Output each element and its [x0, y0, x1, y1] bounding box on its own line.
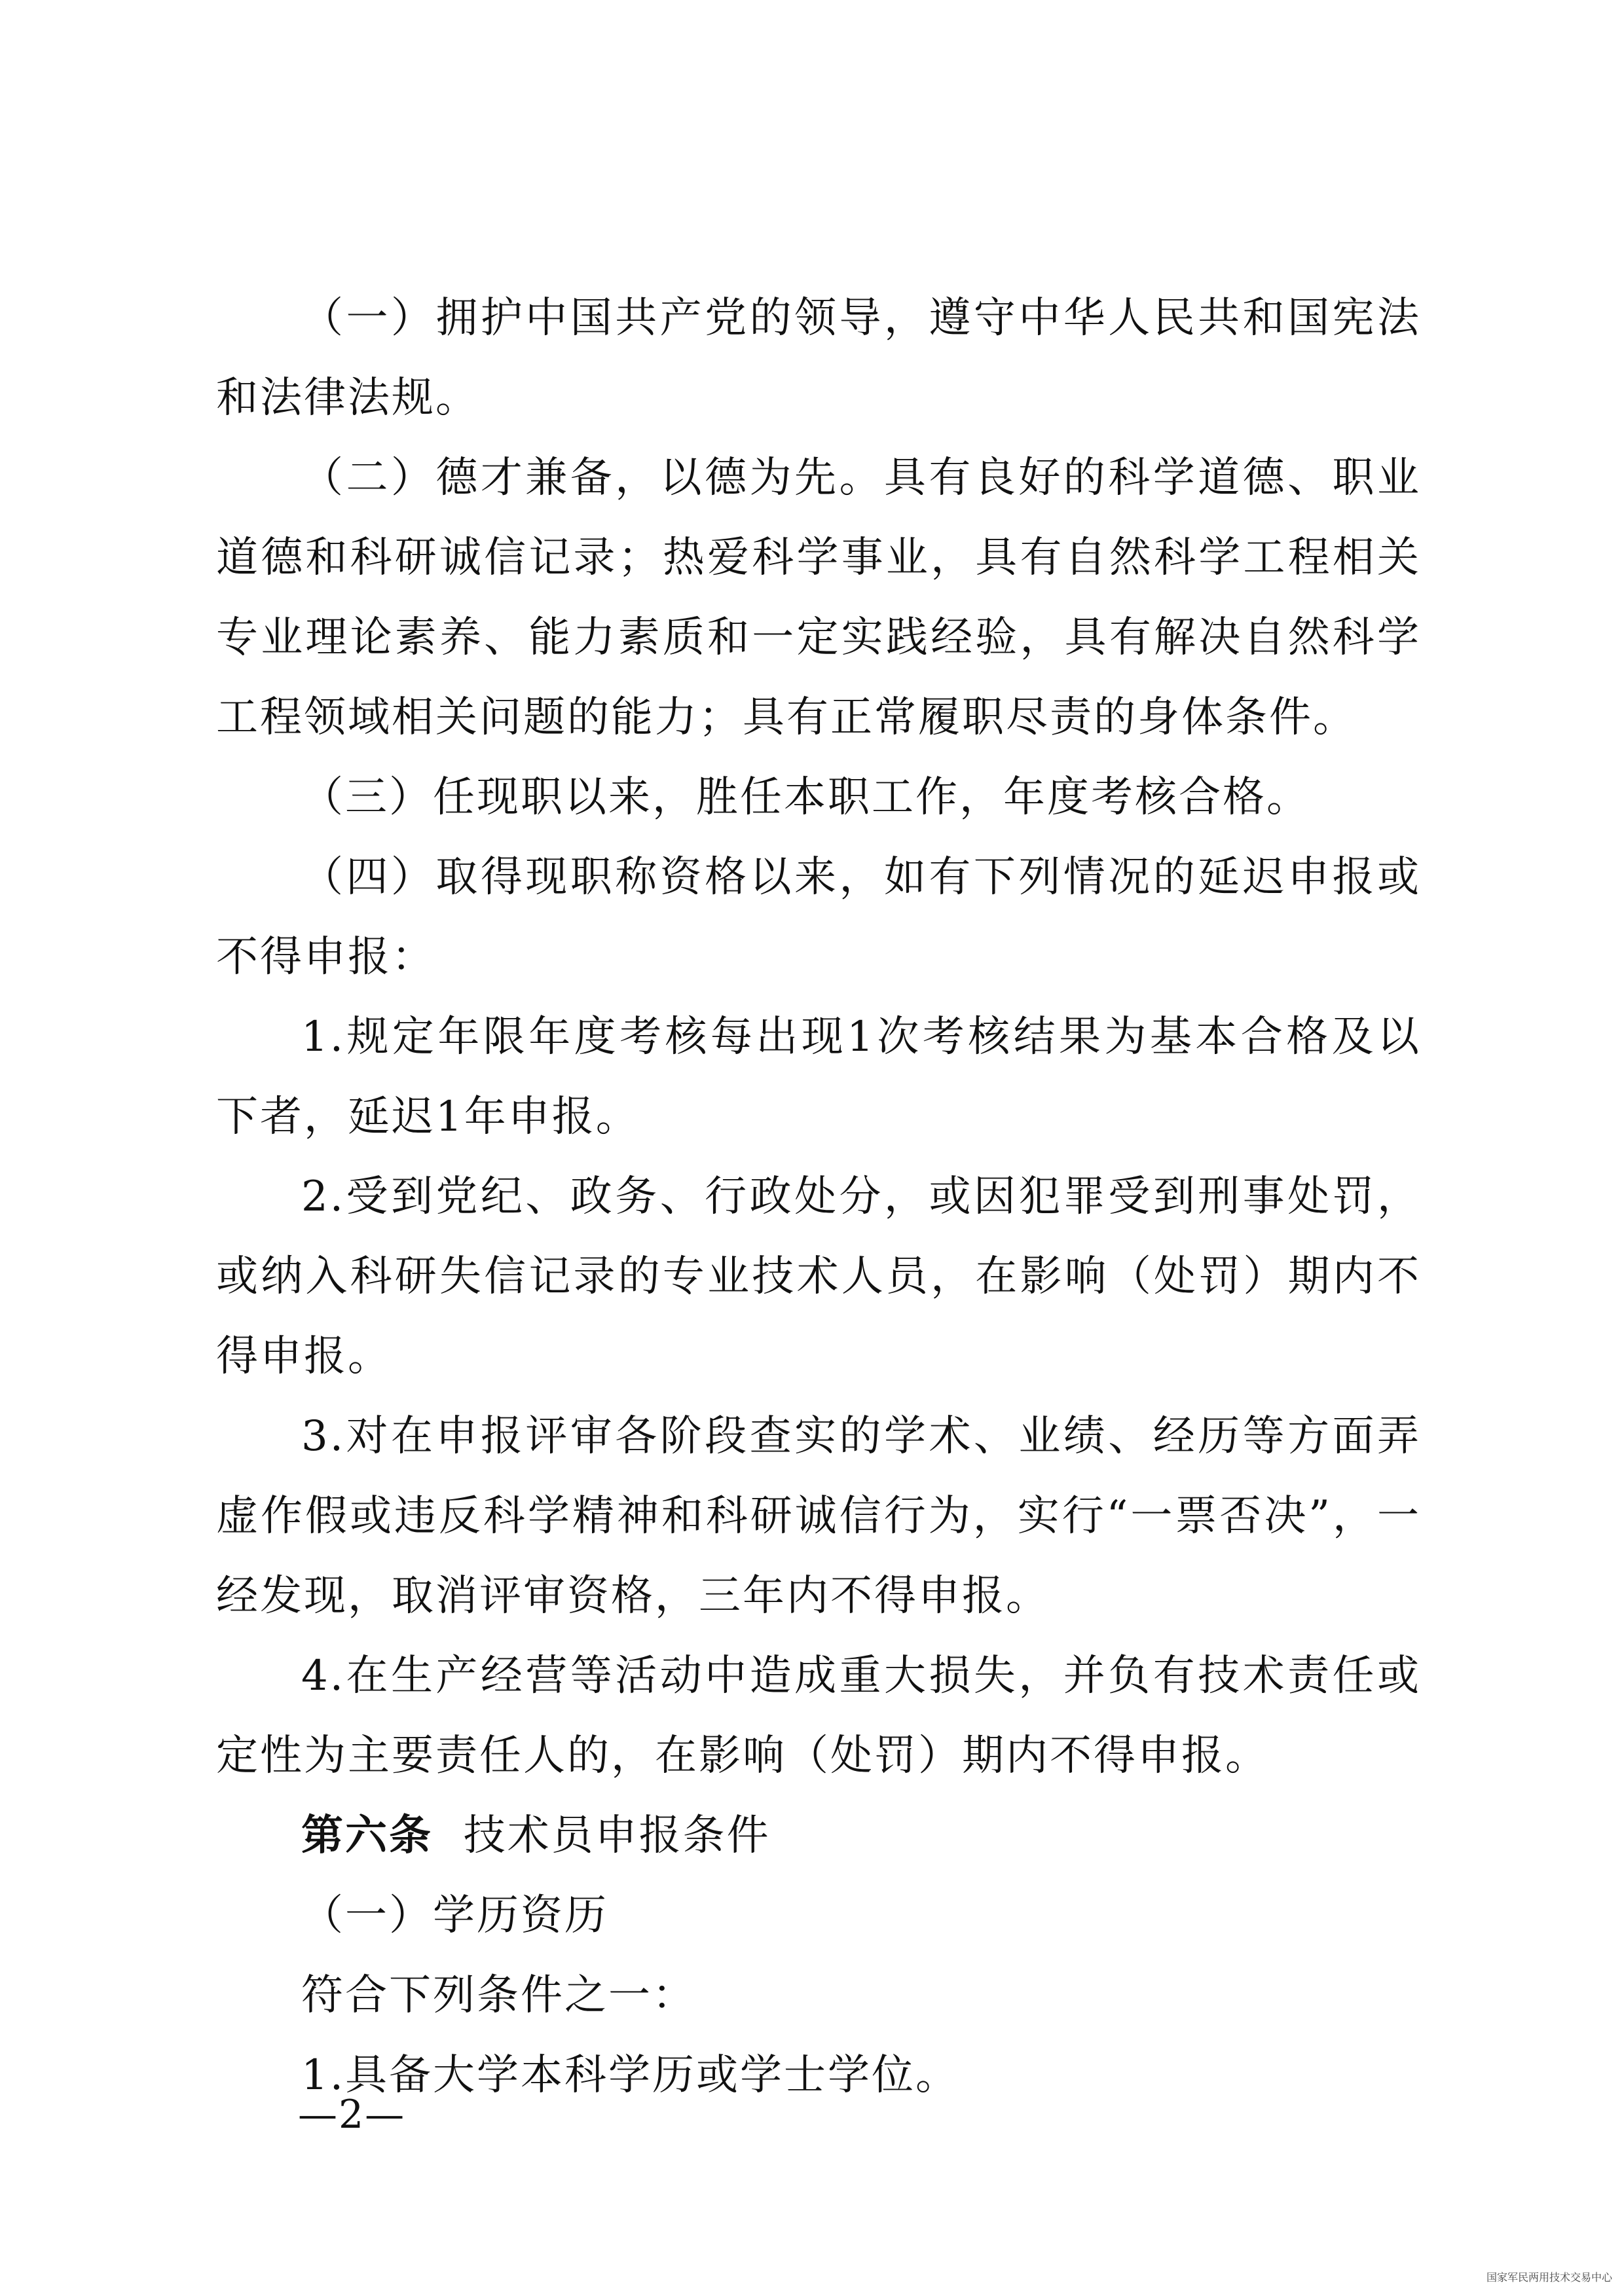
document-body: [216, 278, 1421, 2115]
article-title: 技术员申报条件: [463, 1812, 771, 1860]
paragraph-11: 1.具备大学本科学历或学士学位。: [301, 2051, 960, 2100]
paragraph-8: 4.在生产经营等活动中造成重大损失，并负有技术责任或定性为主要责任人的，在影响（处罚）期内不得申报。: [216, 1652, 1421, 1780]
article-heading: [216, 1796, 1421, 1876]
paragraph-9: （一）学历资历: [301, 1891, 608, 1940]
paragraph-7: 3.对在申报评审各阶段查实的学术、业绩、经历等方面弄虚作假或违反科学精神和科研诚信行为，实行“一票否决”，一经发现，取消评审资格，三年内不得申报。: [216, 1412, 1421, 1620]
paragraph-10: 符合下列条件之一：: [301, 1971, 696, 2020]
page-number: —2—: [298, 2092, 406, 2138]
watermark-text: 国家军民两用技术交易中心: [1486, 2271, 1612, 2284]
paragraph-2: （二）德才兼备，以德为先。具有良好的科学道德、职业道德和科研诚信记录；热爱科学事业，具有自然科学工程相关专业理论素养、能力素质和一定实践经验，具有解决自然科学工程领域相关问题的能力；具有正常履职尽责的身体条件。: [216, 454, 1421, 742]
paragraph-4: （四）取得现职称资格以来，如有下列情况的延迟申报或不得申报：: [216, 853, 1421, 981]
paragraph-3: （三）任现职以来，胜任本职工作，年度考核合格。: [301, 773, 1310, 822]
paragraph-5: 1.规定年限年度考核每出现1次考核结果为基本合格及以下者，延迟1年申报。: [216, 1013, 1421, 1141]
paragraph-1: （一）拥护中国共产党的领导，遵守中华人民共和国宪法和法律法规。: [216, 294, 1421, 422]
article-number: 第六条: [301, 1812, 433, 1860]
paragraph-6: 2.受到党纪、政务、行政处分，或因犯罪受到刑事处罚，或纳入科研失信记录的专业技术人员，在影响（处罚）期内不得申报。: [216, 1173, 1421, 1381]
